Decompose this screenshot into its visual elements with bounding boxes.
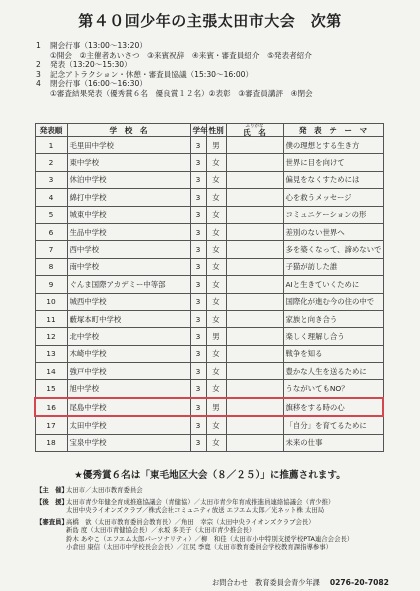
cell-name [226,416,283,434]
cell-order: 15 [35,380,67,398]
cell-grade: 3 [190,416,206,434]
program-list [36,41,406,99]
table-row [35,434,383,451]
table-row [35,380,383,398]
program-item [36,41,406,51]
support-label: 【後 援】 [36,497,68,506]
cell-grade: 3 [190,154,206,171]
cell-sex: 女 [206,363,226,380]
cell-sex: 女 [206,206,226,223]
cell-order: 11 [35,310,67,327]
cell-name [226,434,283,451]
cell-order: 17 [35,416,67,434]
cell-sex: 女 [206,434,226,451]
cell-theme: コミュニケーションの形 [283,206,383,223]
cell-theme: 偏見をなくすためには [283,171,383,188]
cell-name [226,137,283,154]
cell-order: 6 [35,223,67,240]
cell-sex: 女 [206,416,226,434]
cell-school: 城東中学校 [67,206,190,223]
table-row [35,398,383,416]
cell-school: 宝泉中学校 [67,434,190,451]
table-row [35,154,383,171]
judge-text: 小倉田 康信（太田市中学校長会会長）／江尻 季寛（太田市教育委員会学校教育課指導参事） [66,543,333,551]
cell-order: 13 [35,345,67,362]
program-subitems: ①開会 ②主催者あいさつ ③来賓祝辞 ④来賓・審査員紹介 ⑤発表者紹介 [50,50,312,60]
cell-school: ぐんま国際アカデミー中等部 [67,276,190,293]
judge-text: 新島 度（太田市青健協会長）／永坂 多美子（太田市青少推会長） [66,526,256,534]
program-text: 記念アトラクション・休憩・審査員協議（15:30～16:00） [50,69,254,79]
table-row [35,363,383,380]
speaker-table [34,123,384,452]
cell-grade: 3 [190,206,206,223]
cell-order: 5 [35,206,67,223]
contact-info [212,578,389,588]
cell-theme: 戦争を知る [283,345,383,362]
cell-grade: 3 [190,345,206,362]
cell-sex: 女 [206,258,226,275]
header-order: 発表順 [35,124,67,137]
cell-school: 生品中学校 [67,223,190,240]
program-text: 閉会行事（16:00～16:30） [50,79,147,89]
program-item [36,60,406,70]
cell-theme: 世界に目を向けて [283,154,383,171]
cell-school: 強戸中学校 [67,363,190,380]
table-row [35,241,383,258]
cell-sex: 女 [206,189,226,206]
cell-sex: 女 [206,310,226,327]
program-item [36,79,406,89]
program-number: 1 [36,41,41,50]
cell-name [226,380,283,398]
cell-school: 綿打中学校 [67,189,190,206]
cell-school: 毛里田中学校 [67,137,190,154]
organizer-label: 【主 催】 [36,486,68,494]
cell-sex: 女 [206,241,226,258]
cell-order: 18 [35,434,67,451]
cell-name [226,223,283,240]
support-row [36,498,406,507]
program-number: 2 [36,60,41,70]
program-item [36,70,406,80]
cell-order: 16 [35,398,67,416]
credits [36,486,406,552]
cell-name [226,398,283,416]
cell-sex: 女 [206,276,226,293]
table-row [35,416,383,434]
header-sex: 性別 [206,124,226,137]
recommendation-notice: ★優秀賞６名は「東毛地区大会（８／２５）」に推薦されます。 [74,470,346,481]
program-text: 開会行事（13:00～13:20） [50,41,147,50]
cell-name [226,258,283,275]
cell-order: 7 [35,241,67,258]
program-number: 4 [36,79,41,89]
cell-grade: 3 [190,398,206,416]
cell-grade: 3 [190,241,206,258]
cell-theme: 僕の理想とする生き方 [283,137,383,154]
cell-school: 東中学校 [67,154,190,171]
cell-order: 10 [35,293,67,310]
cell-name [226,345,283,362]
cell-grade: 3 [190,189,206,206]
page-title: 第４０回少年の主張太田市大会 次第 [78,12,342,30]
cell-theme: 多を築くなって、諦めないで [283,241,383,258]
table-row [35,276,383,293]
cell-order: 14 [35,363,67,380]
cell-theme: 「自分」を育てるために [283,416,383,434]
cell-sex: 女 [206,380,226,398]
cell-school: 木崎中学校 [67,345,190,362]
cell-name [226,293,283,310]
program-text: 発表（13:20～15:30） [50,60,132,70]
cell-theme: うながいてもNO？ [283,380,383,398]
organizer-text: 太田市／太田市教育委員会 [66,486,143,494]
cell-order: 4 [35,189,67,206]
table-row [35,258,383,275]
cell-sex: 男 [206,137,226,154]
cell-theme: AIと生きていくために [283,276,383,293]
table-row [35,345,383,362]
table-row [35,171,383,188]
cell-order: 12 [35,328,67,345]
program-subitems: ①審査結果発表（優秀賞６名 優良賞１２名）②表彰 ③審査員講評 ④閉会 [50,88,313,98]
cell-theme: 未来の仕事 [283,434,383,451]
judge-text: 鈴木 あやこ（エフエム太郎パーソナリティ）／柳 和佳（太田市小中特別支援学校PTA連合会会長） [66,534,354,543]
table-row [35,293,383,310]
cell-grade: 3 [190,171,206,188]
cell-grade: 3 [190,380,206,398]
table-row [35,137,383,154]
cell-name [226,206,283,223]
header-grade: 学年 [190,124,206,137]
header-theme: 発 表 テ ー マ [283,124,383,137]
cell-grade: 3 [190,328,206,345]
cell-theme: 差別のない世界へ [283,223,383,240]
cell-theme: 国際化が進む今の住の中で [283,293,383,310]
phone-number: 0276-20-7082 [329,578,389,587]
cell-order: 1 [35,137,67,154]
cell-name [226,310,283,327]
cell-sex: 女 [206,293,226,310]
cell-name [226,363,283,380]
cell-theme: 家族と向き合う [283,310,383,327]
header-name-ruby: ふりがな [245,124,264,129]
cell-school: 城西中学校 [67,293,190,310]
cell-name [226,154,283,171]
table-row [35,206,383,223]
header-name [226,124,283,137]
cell-school: 南中学校 [67,258,190,275]
cell-name [226,189,283,206]
cell-school: 藪塚本町中学校 [67,310,190,327]
table-row [35,223,383,240]
cell-grade: 3 [190,363,206,380]
cell-theme: 心を救うメッセージ [283,189,383,206]
cell-sex: 女 [206,171,226,188]
cell-school: 尾島中学校 [67,398,190,416]
cell-name [226,276,283,293]
table-row [35,328,383,345]
judge-text: 高橋 欲（太田市教育委員会教育長）／角田 幸宗（太田中央ライオンズクラブ会長） [66,517,315,526]
cell-theme: 楽しく理解し合う [283,328,383,345]
support-text: 太田市青少年健全育成推進協議会（青健協）／太田市青少年育成推進員連絡協議会（青少推） [66,497,335,506]
cell-grade: 3 [190,276,206,293]
judges-label: 【審査員】 [36,517,68,526]
judges-row [36,518,406,527]
cell-grade: 3 [190,310,206,327]
cell-sex: 男 [206,398,226,416]
support-text: 太田中央ライオンズクラブ／株式会社コミュニティ放送 エフエム太郎／光ネット株 太田局 [66,506,325,514]
contact-text: お問合わせ 教育委員会青少年課 [212,578,320,587]
cell-theme: 旗移をする時の心 [283,398,383,416]
cell-name [226,171,283,188]
program-number: 3 [36,69,41,79]
cell-sex: 男 [206,328,226,345]
cell-sex: 女 [206,154,226,171]
cell-school: 北中学校 [67,328,190,345]
cell-theme: 豊かな人生を送るために [283,363,383,380]
cell-grade: 3 [190,293,206,310]
table-row [35,310,383,327]
cell-order: 2 [35,154,67,171]
cell-grade: 3 [190,223,206,240]
table-row [35,189,383,206]
table-header-row [35,124,383,137]
organizer-row [36,486,406,495]
cell-school: 太田中学校 [67,416,190,434]
cell-name [226,241,283,258]
cell-sex: 女 [206,223,226,240]
cell-order: 8 [35,258,67,275]
header-school: 学 校 名 [67,124,190,137]
cell-order: 3 [35,171,67,188]
header-name-label: 氏 名 [243,128,266,137]
cell-grade: 3 [190,434,206,451]
cell-grade: 3 [190,137,206,154]
cell-school: 西中学校 [67,241,190,258]
cell-grade: 3 [190,258,206,275]
cell-school: 休泊中学校 [67,171,190,188]
cell-order: 9 [35,276,67,293]
cell-theme: 子猫が訪した誰 [283,258,383,275]
cell-sex: 女 [206,345,226,362]
cell-name [226,328,283,345]
cell-school: 旭中学校 [67,380,190,398]
